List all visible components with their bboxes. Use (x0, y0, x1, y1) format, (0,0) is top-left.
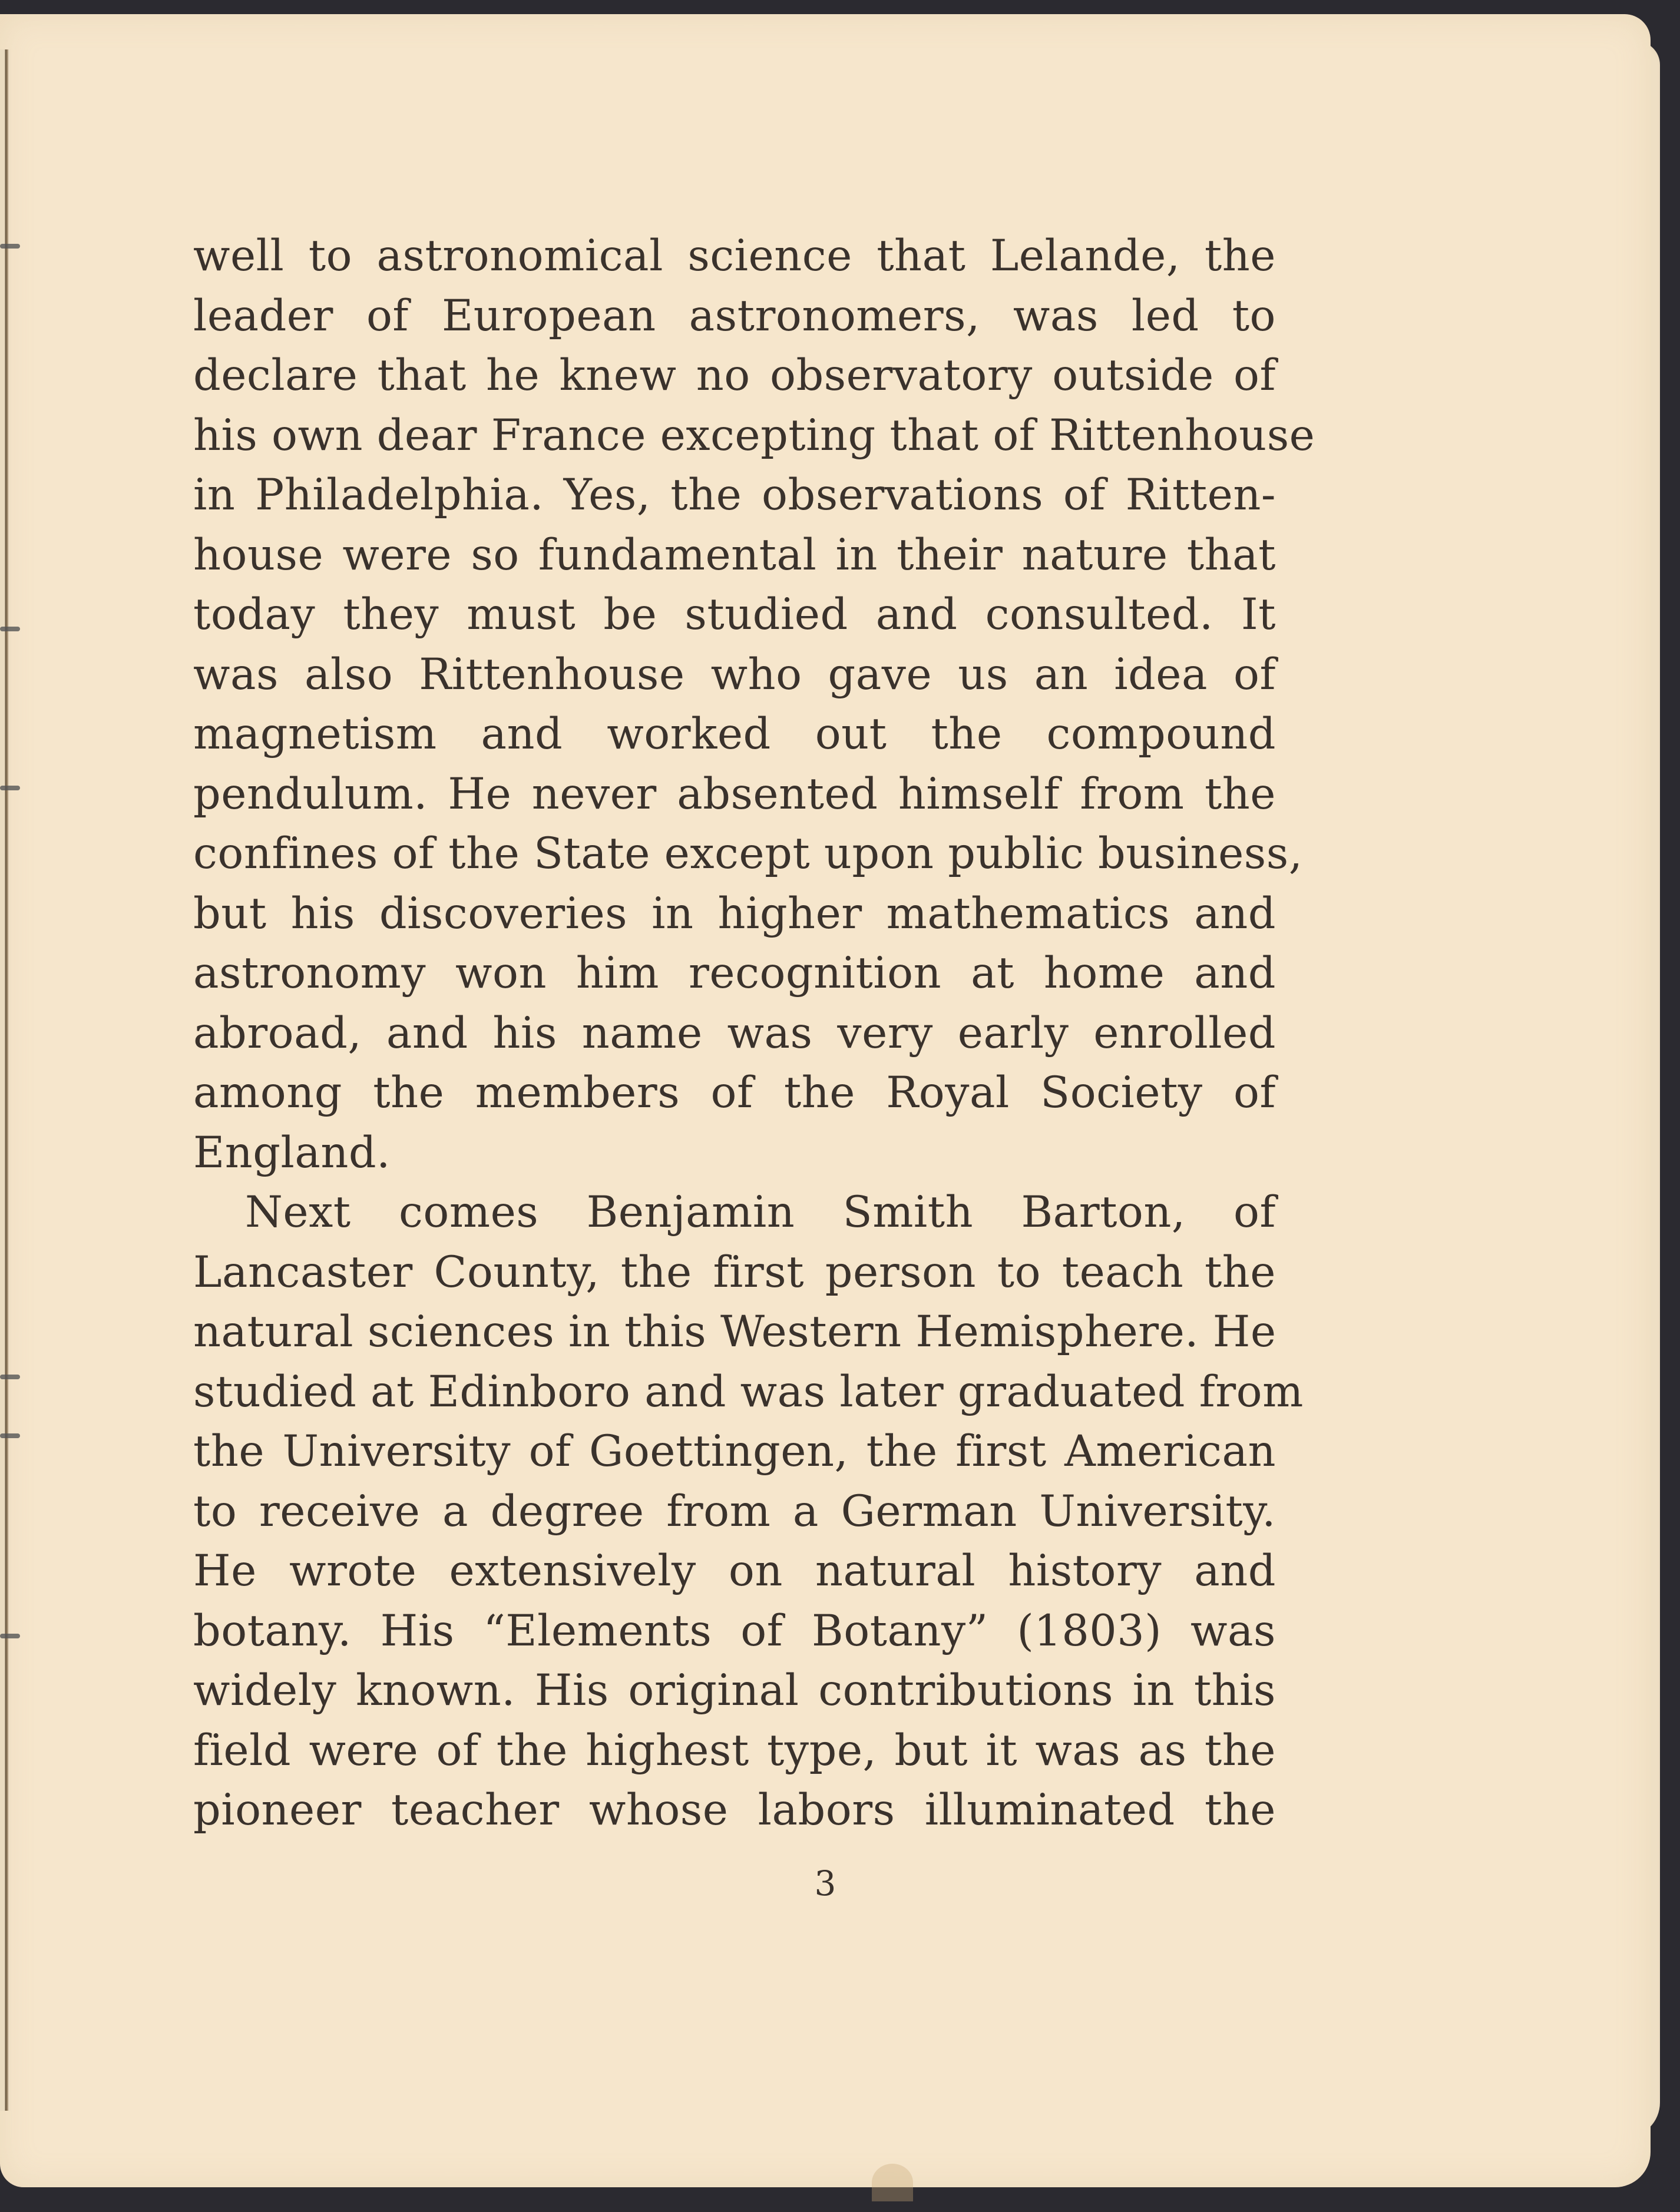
text-line: leader of European astronomers, was led to (193, 290, 1276, 341)
text-line: Next comes Benjamin Smith Barton, of (245, 1187, 1276, 1237)
binding-stitch (0, 627, 20, 631)
paragraph (193, 1183, 1304, 1840)
text-line: in Philadelphia. Yes, the observations of Ritten- (193, 470, 1276, 520)
binding-stitch (0, 244, 20, 249)
book-page (0, 14, 1651, 2187)
binding-stitch (0, 1634, 20, 1638)
paper-stain (872, 2164, 913, 2201)
text-line: botany. His “Elements of Botany” (1803) was (193, 1605, 1276, 1656)
text-line: Lancaster County, the first person to teach the (193, 1247, 1276, 1297)
spine-binding (0, 49, 11, 2111)
text-line: studied at Edinboro and was later graduated from (193, 1366, 1304, 1417)
binding-stitch (0, 1375, 20, 1379)
text-line: declare that he knew no observatory outside of (193, 350, 1276, 400)
text-line: England. (193, 1127, 391, 1178)
text-line: was also Rittenhouse who gave us an idea of (193, 649, 1276, 700)
body-text (193, 226, 1315, 1840)
text-line: today they must be studied and consulted. It (193, 590, 1276, 640)
text-line: pioneer teacher whose labors illuminated the (193, 1785, 1276, 1835)
paragraph (193, 226, 1315, 1183)
text-line: pendulum. He never absented himself from the (193, 769, 1276, 819)
text-line: widely known. His original contributions in this (193, 1665, 1276, 1716)
text-line: house were so fundamental in their nature that (193, 529, 1276, 580)
text-line: well to astronomical science that Lelande, the (193, 231, 1276, 281)
text-line: magnetism and worked out the compound (193, 709, 1276, 759)
binding-stitch (0, 1433, 20, 1438)
text-line: abroad, and his name was very early enrolled (193, 1008, 1276, 1058)
page-number: 3 (814, 1863, 836, 1903)
text-line: the University of Goettingen, the first American (193, 1426, 1276, 1476)
text-line: natural sciences in this Western Hemisphere. He (193, 1307, 1276, 1357)
text-line: He wrote extensively on natural history and (193, 1546, 1276, 1596)
text-line: field were of the highest type, but it was as the (193, 1725, 1276, 1776)
text-line: his own dear France excepting that of Rittenhouse (193, 410, 1315, 461)
text-line: astronomy won him recognition at home and (193, 948, 1276, 998)
text-line: to receive a degree from a German University. (193, 1486, 1276, 1537)
text-line: but his discoveries in higher mathematics and (193, 888, 1276, 939)
binding-stitch (0, 786, 20, 790)
text-line: confines of the State except upon public business, (193, 829, 1303, 879)
text-line: among the members of the Royal Society of (193, 1068, 1276, 1118)
